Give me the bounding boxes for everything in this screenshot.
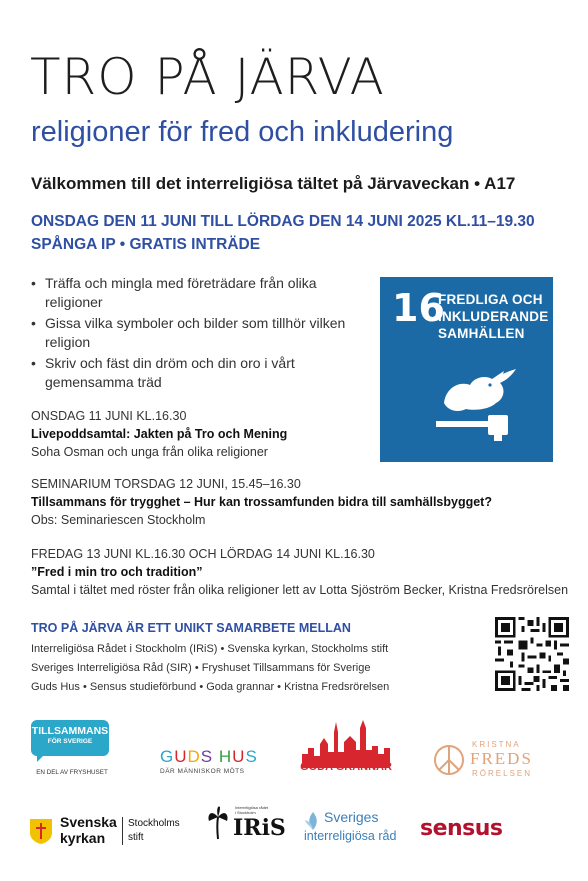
event-detail: Obs: Seminariescen Stockholm [31,513,206,527]
peace-symbol-icon [432,743,466,777]
tillsammans-logo: TILLSAMMANS FÖR SVERIGE EN DEL AV FRYSHUSET [27,720,117,780]
welcome-line: Välkommen till det interreligiösa tältet på Järvaveckan • A17 [31,174,516,193]
guds-hus-logo: GUDS HUS DÄR MÄNNISKOR MÖTS [160,747,258,775]
event-block [31,545,568,599]
event-time: FREDAG 13 JUNI KL.16.30 OCH LÖRDAG 14 JUNI KL.16.30 [31,547,375,561]
event-time: ONSDAG 11 JUNI KL.16.30 [31,409,187,423]
church-crest-icon [28,817,54,845]
activity-list [31,274,361,394]
qr-code[interactable] [495,617,569,691]
iris-logo: Interreligiösa rådet i Stockholm IRiS [203,803,283,853]
activity-item: • Träffa och mingla med företrädare från olika religioner [31,274,361,312]
dove-gavel-icon [430,365,520,445]
sdg-number: 16 [392,286,445,330]
activity-item: • Skriv och fäst din dröm och din oro i vårt gemensamma träd [31,354,361,392]
event-block [31,475,492,529]
kristna-fredsrorelsen-logo: KRISTNA FREDS RÖRELSEN [432,740,552,780]
event-block [31,407,287,461]
goda-grannar-logo: GODA GRANNAR [300,718,392,780]
activity-item: • Gissa vilka symboler och bilder som tillhör vilken religion [31,314,361,352]
partner-line: Guds Hus • Sensus studieförbund • Goda grannar • Kristna Fredsrörelsen [31,681,390,693]
svenska-kyrkan-logo: Svenska kyrkan Stockholms stift [28,815,188,855]
sdg-goal-text: FREDLIGA OCH INKLUDERANDE SAMHÄLLEN [438,292,549,341]
collaboration-heading: TRO PÅ JÄRVA ÄR ETT UNIKT SAMARBETE MELLAN [31,621,351,635]
event-dates: ONSDAG DEN 11 JUNI TILL LÖRDAG DEN 14 JUNI 2025 KL.11–19.30 [31,213,535,230]
page-title: TRO PÅ JÄRVA [30,48,385,106]
event-title: Tillsammans för trygghet – Hur kan trossamfunden bidra till samhällsbygget? [31,495,492,509]
event-place: SPÅNGA IP • GRATIS INTRÄDE [31,236,261,253]
sveriges-interreligiosa-rad-logo: Sveriges interreligiösa råd [304,809,397,843]
event-time: SEMINARIUM TORSDAG 12 JUNI, 15.45–16.30 [31,477,301,491]
sensus-logo: sensus [420,816,503,841]
event-detail: Samtal i tältet med röster från olika religioner lett av Lotta Sjöström Becker, Kristna Fredsrörelsen [31,583,569,597]
event-title: Livepoddsamtal: Jakten på Tro och Mening [31,427,288,441]
event-title: ”Fred i min tro och tradition” [31,565,203,579]
event-detail: Soha Osman och unga från olika religioner [31,445,268,459]
partner-line: Interreligiösa Rådet i Stockholm (IRiS) • Svenska kyrkan, Stockholms stift [31,643,389,655]
page-subtitle: religioner för fred och inkludering [31,116,454,148]
partner-line: Sveriges Interreligiösa Råd (SIR) • Fryshuset Tillsammans för Sverige [31,662,371,674]
iris-flower-icon [203,805,233,841]
sdg16-badge [380,277,553,462]
